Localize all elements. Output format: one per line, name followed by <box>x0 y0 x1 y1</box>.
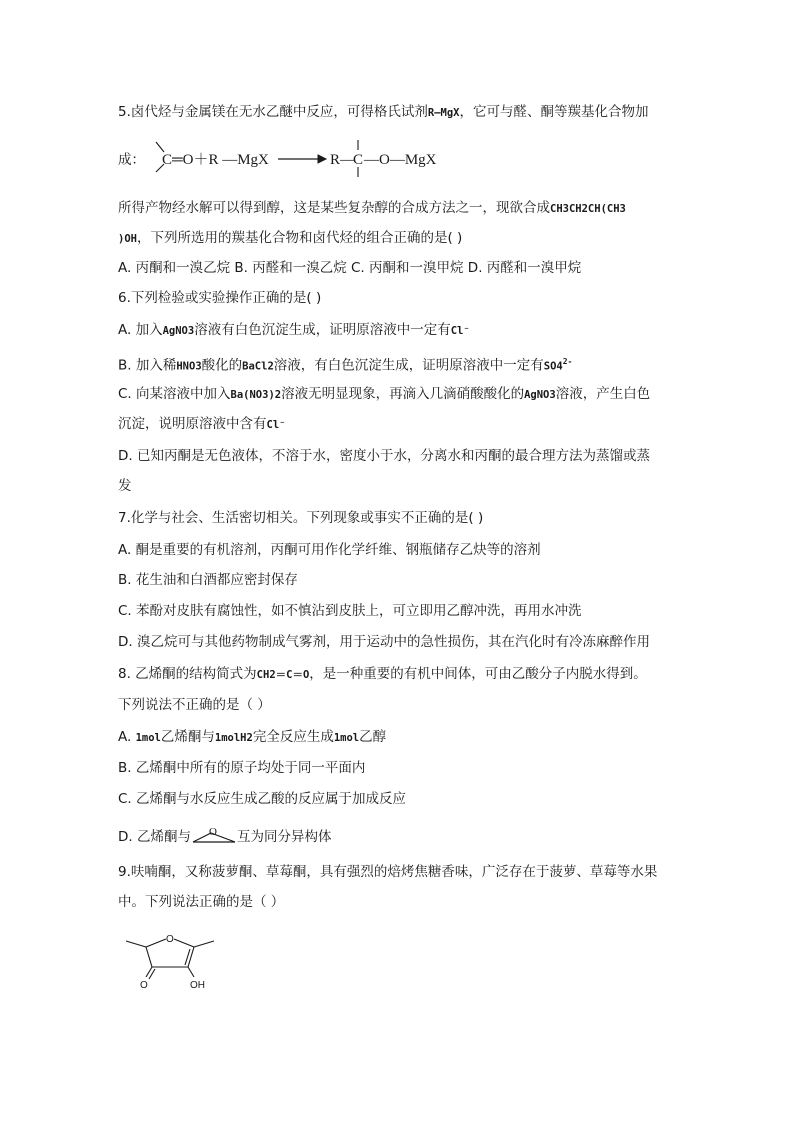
epoxide-o: O <box>208 826 217 838</box>
q6-option-d: D. 已知丙酮是无色液体，不溶于水，密度小于水，分离水和丙酮的最合理方法为蒸馏或蒸 <box>118 448 650 464</box>
q8a-mid1: 乙烯酮与 <box>160 729 215 745</box>
q5-text2: 所得产物经水解可以得到醇，这是某些复杂醇的合成方法之一，现欲合成 <box>118 200 550 216</box>
q7-stem: 7.化学与社会、生活密切相关。下列现象或事实不正确的是( ) <box>118 510 484 526</box>
ion-cl: Cl⁻ <box>450 325 470 337</box>
target-alcohol-formula-cont: )OH <box>118 233 137 245</box>
epoxide-structure <box>191 825 237 845</box>
q9-line2: 中。下列说法正确的是（ ） <box>118 894 285 910</box>
ion-so4-charge: 2- <box>562 357 573 366</box>
q8d-pre: D. 乙烯酮与 <box>118 829 191 845</box>
q6b-mid1: 酸化的 <box>201 357 243 374</box>
grignard-reaction-equation <box>118 138 458 178</box>
rx-bond-upper <box>156 142 164 152</box>
q7-option-b: B. 花生油和白酒都应密封保存 <box>118 572 298 588</box>
q8-option-a <box>118 727 386 748</box>
q6b-pre: B. 加入稀 <box>118 357 177 374</box>
ion-so4: SO4 <box>543 360 563 373</box>
amount-1mol: 1mol <box>135 732 161 744</box>
q8-text: 8. 乙烯酮的结构简式为 <box>118 666 257 682</box>
q7-option-c: C. 苯酚对皮肤有腐蚀性，如不慎沾到皮肤上，可立即用乙醇冲洗，再用水冲洗 <box>118 603 582 619</box>
formula-agno3-2: AgNO3 <box>524 389 556 401</box>
q6c-line2: 沉淀，说明原溶液中含有 <box>118 416 267 432</box>
q5-line1 <box>118 102 649 123</box>
rx-left: C═O＋R —MgX <box>162 152 269 168</box>
q5-options: A. 丙酮和一溴乙烷 B. 丙醛和一溴乙烷 C. 丙酮和一溴甲烷 D. 丙醛和一溴甲烷 <box>118 260 582 276</box>
amount-1mol-2: 1mol <box>333 732 360 744</box>
q7-option-d: D. 溴乙烷可与其他药物制成气雾剂，用于运动中的急性损伤，其在汽化时有冷冻麻醉作用 <box>118 634 650 650</box>
rx-right-r: R— <box>330 152 356 168</box>
q6c-pre: C. 向某溶液中加入 <box>118 386 231 402</box>
q6b-mid2: 溶液，有白色沉淀生成，证明原溶液中一定有 <box>273 357 544 374</box>
q8-option-b: B. 乙烯酮中所有的原子均处于同一平面内 <box>118 760 366 776</box>
q6-stem: 6.下列检验或实验操作正确的是( ) <box>118 290 322 306</box>
q6-option-a <box>118 320 470 341</box>
q6-option-c-line2 <box>118 414 285 435</box>
q6c-mid: 溶液无明显现象，再滴入几滴硝酸酸化的 <box>281 386 525 402</box>
q8a-post: 乙醇 <box>359 729 387 745</box>
ketone-oxygen: O <box>140 980 148 991</box>
q5-question: ，下列所选用的羰基化合物和卤代烃的组合正确的是( ) <box>136 230 463 246</box>
q8-option-d <box>118 825 331 847</box>
q6-option-d-line2: 发 <box>118 478 132 494</box>
formula-bacl2: BaCl2 <box>242 360 274 373</box>
ketene-formula: CH2＝C＝O <box>256 669 310 681</box>
q5-text: 5.卤代烃与金属镁在无水乙醚中反应，可得格氏试剂 <box>118 104 428 120</box>
hydroxyl-label: OH <box>190 980 205 991</box>
target-alcohol-formula: CH3CH2CH(CH3 <box>550 203 626 215</box>
formula-hno3: HNO3 <box>176 360 202 373</box>
q6-option-b <box>118 352 572 377</box>
q6a-pre: A. 加入 <box>118 322 163 338</box>
q9-line1: 9.呋喃酮，又称菠萝酮、草莓酮，具有强烈的焙烤焦糖香味，广泛存在于菠萝、草莓等水果 <box>118 864 658 880</box>
rx-right-tail: —O—MgX <box>364 152 437 168</box>
q8-line1 <box>118 664 647 685</box>
amount-1mol-h2: 1molH2 <box>214 732 253 744</box>
q6a-mid: 溶液有白色沉淀生成，证明原溶液中一定有 <box>194 322 451 338</box>
q8a-mid2: 完全反应生成 <box>252 729 334 745</box>
q7-option-a: A. 酮是重要的有机溶剂，丙酮可用作化学纤维、钢瓶储存乙炔等的溶剂 <box>118 542 541 558</box>
q6c-post: 溶液，产生白色 <box>555 386 651 402</box>
rx-right-c: C <box>353 152 364 168</box>
formula-bano32: Ba(NO3)2 <box>230 389 282 401</box>
arrow-head <box>318 155 326 163</box>
q5-text-cont: ，它可与醛、酮等羰基化合物加 <box>459 104 649 120</box>
q8-text-cont: ，是一种重要的有机中间体，可由乙酸分子内脱水得到。 <box>309 666 647 682</box>
q8a-pre: A. <box>118 729 136 745</box>
grignard-formula: R–MgX <box>427 107 460 119</box>
q8-line2: 下列说法不正确的是（ ） <box>118 697 271 713</box>
ion-cl-2: Cl⁻ <box>266 419 286 431</box>
q6-option-c <box>118 384 650 405</box>
furaneol-structure <box>118 925 228 995</box>
rx-prefix: 成： <box>118 152 145 168</box>
q8d-post: 互为同分异构体 <box>236 829 332 845</box>
ring-oxygen: O <box>166 934 174 945</box>
q8-option-c: C. 乙烯酮与水反应生成乙酸的反应属于加成反应 <box>118 791 407 807</box>
q5-line3 <box>118 228 462 249</box>
formula-agno3: AgNO3 <box>162 325 195 337</box>
q5-line2 <box>118 198 626 219</box>
